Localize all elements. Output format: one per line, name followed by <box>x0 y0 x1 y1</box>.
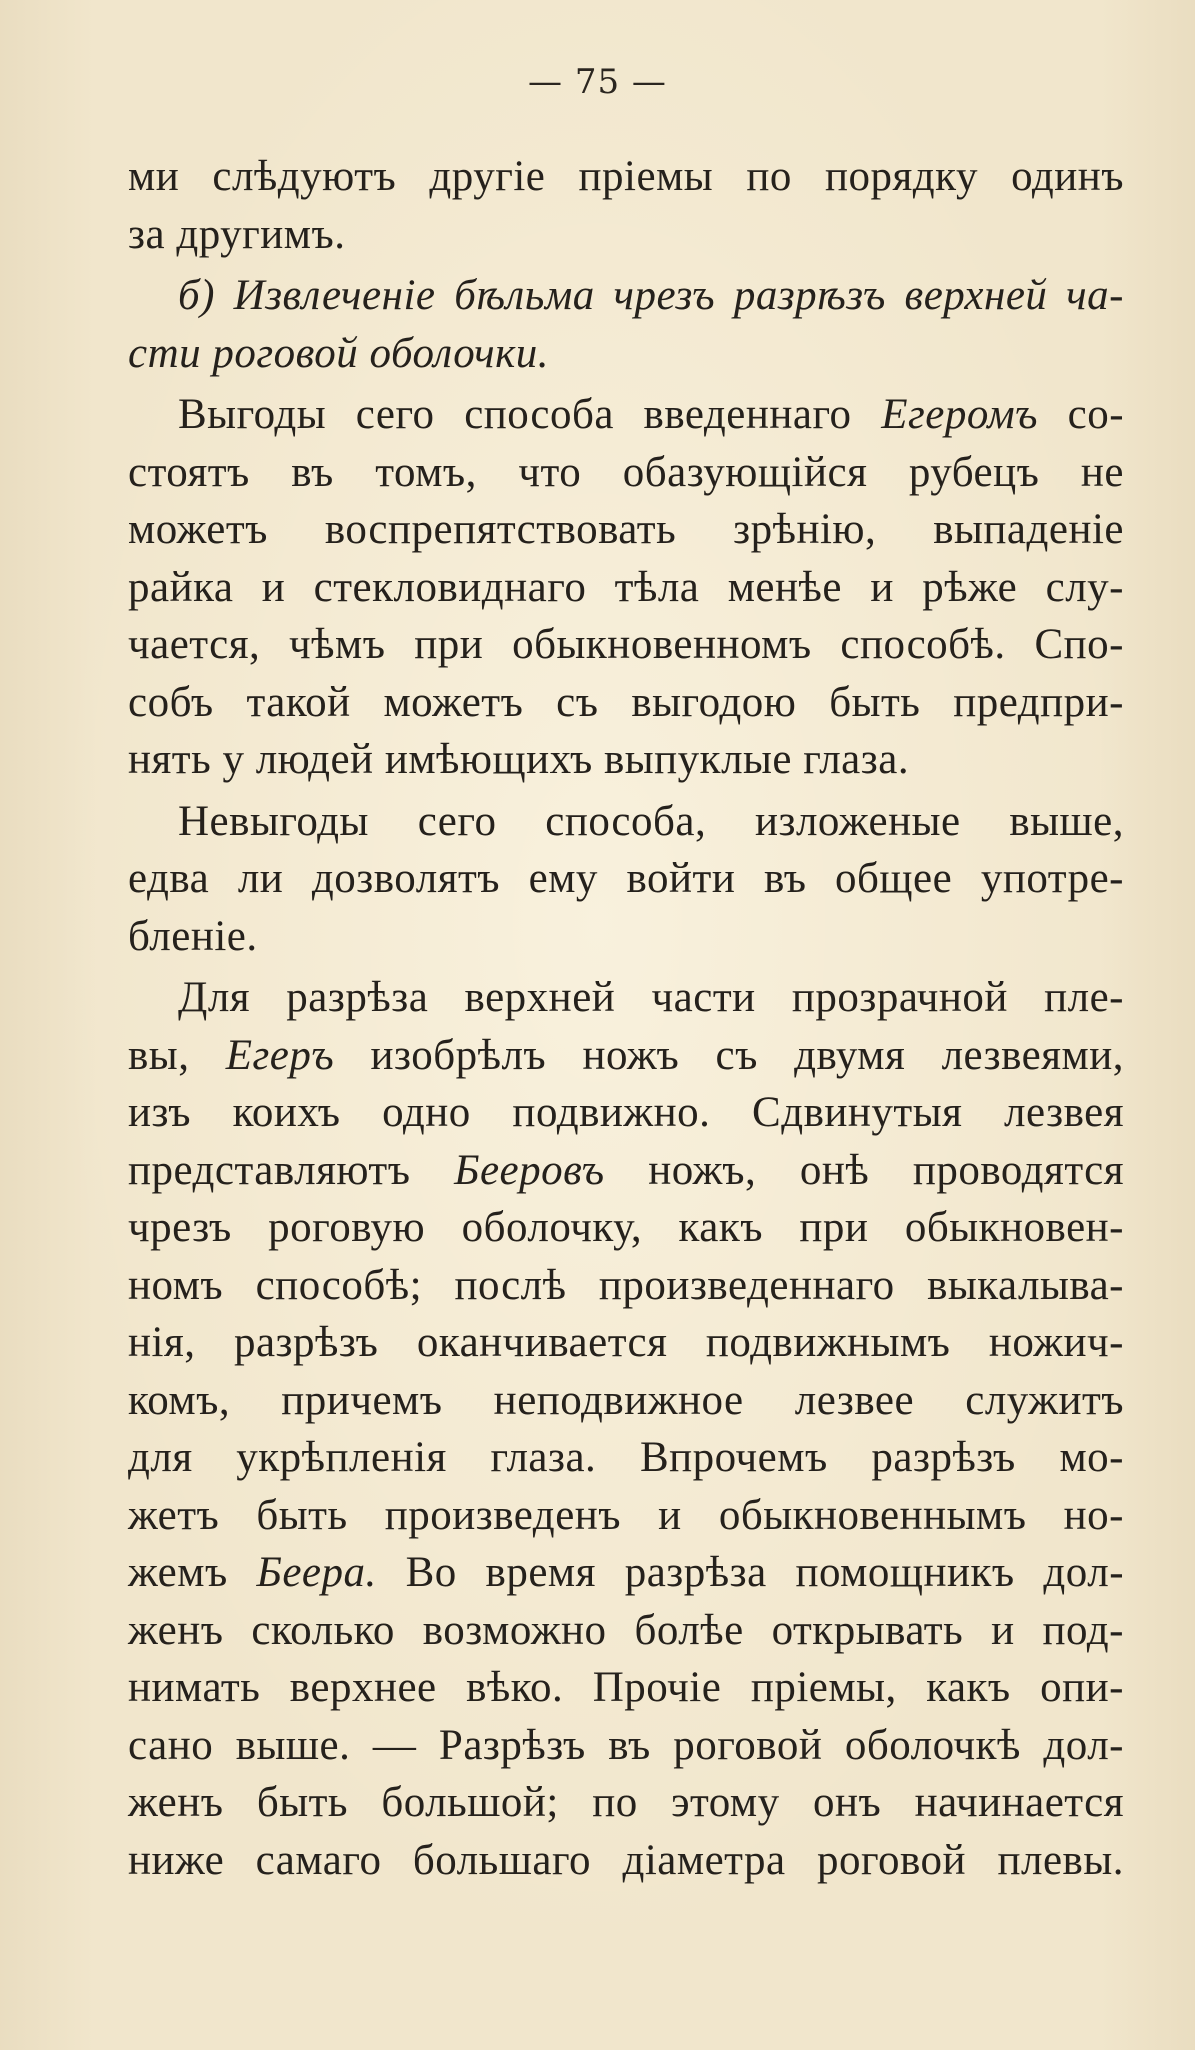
author-name: Егеромъ <box>881 391 1038 438</box>
text-line: номъ способѣ; послѣ произведеннаго выкалыва- <box>128 1261 1124 1309</box>
text-line <box>128 1027 1124 1085</box>
author-name: Бееровъ <box>454 1146 605 1194</box>
text-line: собъ такой можетъ съ выгодою быть предпри- <box>128 678 1124 726</box>
author-name: Егеръ <box>225 1031 335 1079</box>
page-number: — 75 — <box>528 62 667 102</box>
text-line: чрезъ роговую оболочку, какъ при обыкновен- <box>128 1204 1124 1251</box>
text-line <box>128 386 1124 444</box>
text-line: райка и стекловиднаго тѣла менѣе и рѣже слу- <box>128 563 1124 611</box>
author-name: Беера. <box>256 1549 377 1596</box>
section-heading-line: б) Извлеченіе бѣльма чрезъ разрѣзъ верхней ча- <box>178 272 1124 319</box>
text-segment: Выгоды сего способа введеннаго <box>178 391 852 438</box>
text-line: женъ быть большой; по этому онъ начинается <box>128 1779 1124 1826</box>
text-line: Для разрѣза верхней части прозрачной пле- <box>178 974 1124 1021</box>
text-line: нимать верхнее вѣко. Прочіе пріемы, какъ опи- <box>128 1664 1124 1711</box>
text-line <box>128 1142 1124 1200</box>
text-line: нія, разрѣзъ оканчивается подвижнымъ ножич- <box>128 1319 1124 1366</box>
text-line: изъ коихъ одно подвижно. Сдвинутыя лезвея <box>128 1089 1124 1136</box>
text-line: можетъ воспрепятствовать зрѣнію, выпаденіе <box>128 506 1124 553</box>
text-line: Невыгоды сего способа, изложеные выше, <box>178 797 1124 845</box>
text-segment: со- <box>1067 391 1125 438</box>
text-segment: изобрѣлъ ножъ съ двумя лезвеями, <box>370 1031 1125 1079</box>
text-line: ми слѣдуютъ другіе пріемы по порядку одинъ <box>128 153 1124 200</box>
text-line: за другимъ. <box>128 210 346 258</box>
text-segment: жемъ <box>128 1549 228 1596</box>
page-text <box>128 148 1124 1889</box>
text-line <box>128 1544 1124 1602</box>
section-heading-line: сти роговой оболочки. <box>128 329 549 377</box>
text-line: чается, чѣмъ при обыкновенномъ способѣ. Спо- <box>128 621 1124 668</box>
text-segment: ножъ, онѣ проводятся <box>648 1146 1125 1194</box>
text-line: женъ сколько возможно болѣе открывать и под- <box>128 1606 1124 1654</box>
text-line: бленіе. <box>128 912 258 960</box>
text-line: сано выше. — Разрѣзъ въ роговой оболочкѣ дол- <box>128 1721 1124 1769</box>
text-line: для укрѣпленія глаза. Впрочемъ разрѣзъ мо- <box>128 1434 1124 1481</box>
text-segment: вы, <box>128 1031 190 1079</box>
text-line: ниже самаго большаго діаметра роговой плевы. <box>128 1836 1124 1884</box>
text-line: комъ, причемъ неподвижное лезвее служитъ <box>128 1376 1124 1424</box>
text-line: нять у людей имѣющихъ выпуклые глаза. <box>128 736 910 783</box>
text-segment: Во время разрѣза помощникъ дол- <box>405 1549 1125 1596</box>
text-line: жетъ быть произведенъ и обыкновеннымъ но- <box>128 1491 1124 1539</box>
text-line: едва ли дозволятъ ему войти въ общее употре- <box>128 855 1124 902</box>
text-segment: представляютъ <box>128 1146 411 1194</box>
text-line: стоятъ въ томъ, что обазующійся рубецъ не <box>128 448 1124 496</box>
